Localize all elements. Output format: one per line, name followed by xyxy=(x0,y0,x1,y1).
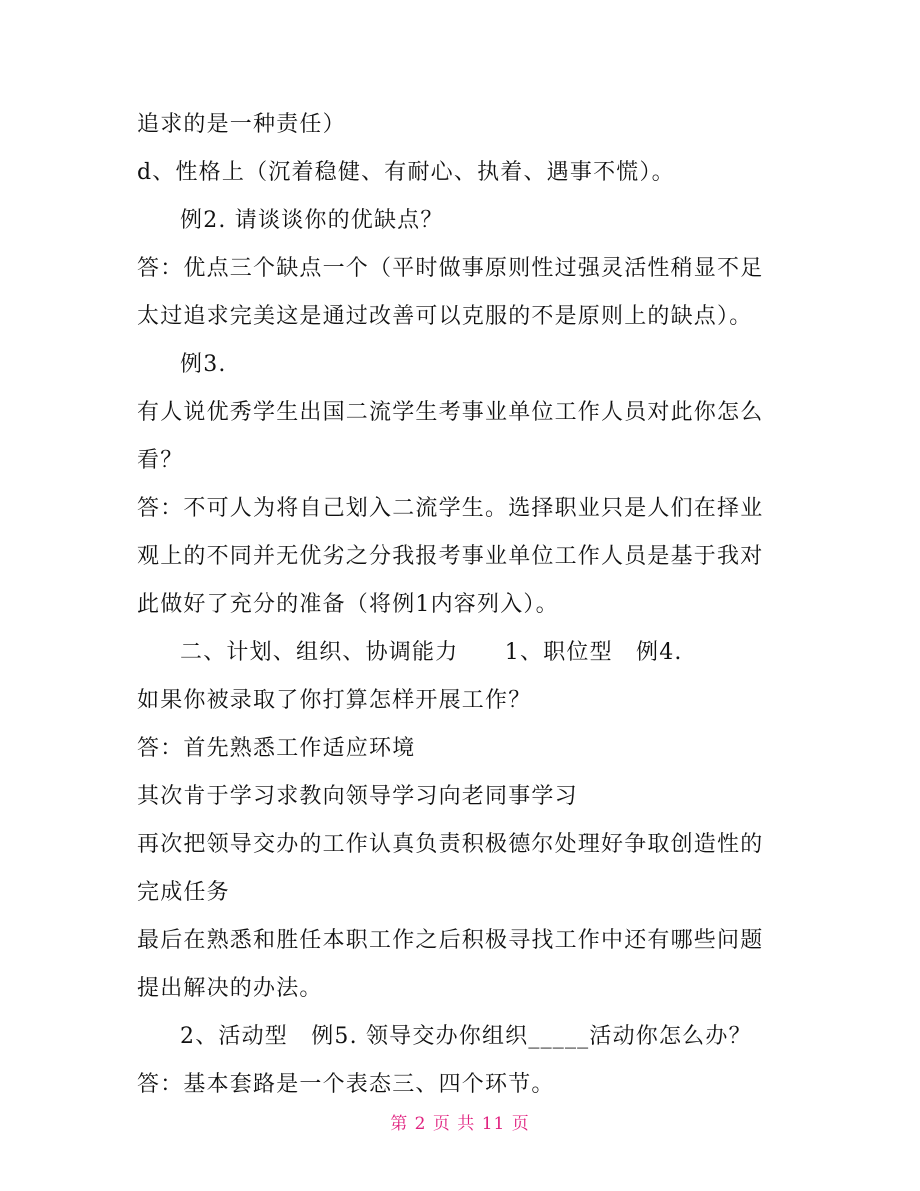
text-line: 其次肯于学习求教向领导学习向老同事学习 xyxy=(137,784,578,809)
text-line: 答：优点三个缺点一个（平时做事原则性过强灵活性稍显不足 xyxy=(137,256,764,281)
text-line: 追求的是一种责任） xyxy=(137,112,346,137)
example-heading: 例3. xyxy=(180,352,227,377)
text-line: 观上的不同并无优劣之分我报考事业单位工作人员是基于我对 xyxy=(137,544,764,569)
page-footer: 第 2 页 共 11 页 xyxy=(390,1114,530,1134)
text-line: 答：首先熟悉工作适应环境 xyxy=(137,736,416,761)
text-line: 答：基本套路是一个表态三、四个环节。 xyxy=(137,1072,555,1097)
section-heading: 2、活动型 例5. 领导交办你组织_____活动你怎么办？ xyxy=(180,1024,752,1049)
text-line: 最后在熟悉和胜任本职工作之后积极寻找工作中还有哪些问题 xyxy=(137,928,764,953)
example-heading: 例2. 请谈谈你的优缺点？ xyxy=(180,208,444,233)
text-line: 有人说优秀学生出国二流学生考事业单位工作人员对此你怎么 xyxy=(137,400,764,425)
text-line: 太过追求完美这是通过改善可以克服的不是原则上的缺点）。 xyxy=(137,304,753,329)
text-line: 此做好了充分的准备（将例1内容列入）。 xyxy=(137,592,559,617)
section-heading: 二、计划、组织、协调能力 1、职位型 例4. xyxy=(180,640,683,665)
text-line: 如果你被录取了你打算怎样开展工作？ xyxy=(137,688,532,713)
text-line: 提出解决的办法。 xyxy=(137,976,323,1001)
text-line: 看？ xyxy=(137,448,184,473)
text-line: 完成任务 xyxy=(137,880,230,905)
text-line: d、性格上（沉着稳健、有耐心、执着、遇事不慌）。 xyxy=(137,160,675,185)
text-line: 再次把领导交办的工作认真负责积极德尔处理好争取创造性的 xyxy=(137,832,764,857)
text-line: 答：不可人为将自己划入二流学生。选择职业只是人们在择业 xyxy=(137,496,764,521)
